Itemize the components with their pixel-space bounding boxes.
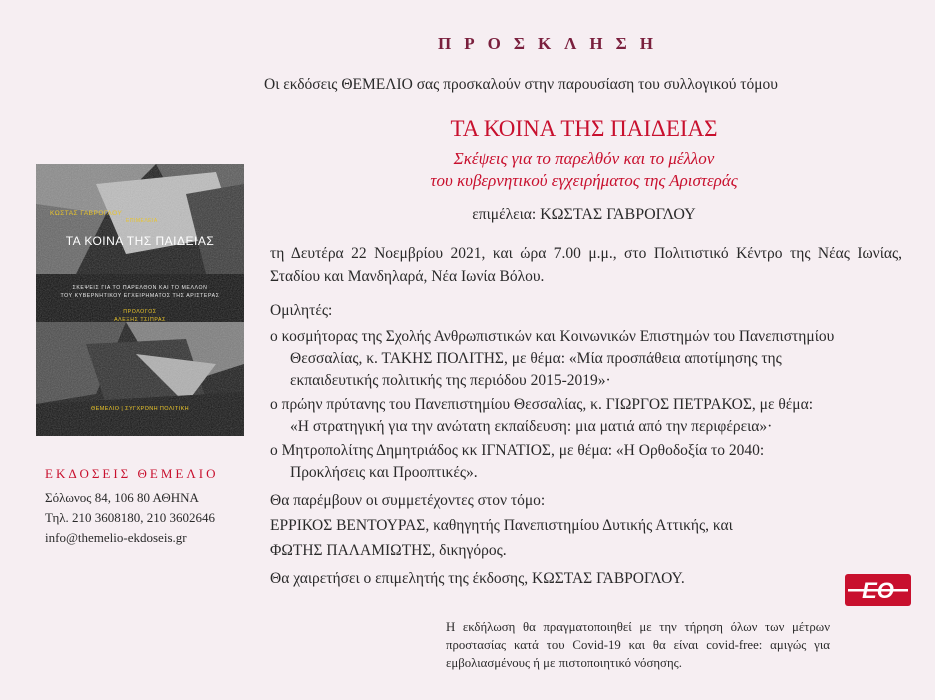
speaker-line: ο πρώην πρύτανης του Πανεπιστημίου Θεσσαλίας, κ. ΓΙΩΡΓΟΣ ΠΕΤΡΑΚΟΣ, με θέμα: bbox=[270, 396, 814, 413]
logo-text: ΕΘ bbox=[862, 578, 894, 603]
participants-label: Θα παρέμβουν οι συμμετέχοντες στον τόμο: bbox=[270, 492, 546, 509]
speaker-line: «Η στρατηγική για την ανώτατη εκπαίδευση: μια ματιά από την περιφέρεια»· bbox=[290, 418, 773, 435]
cover-title: ΤΑ ΚΟΙΝΑ ΤΗΣ ΠΑΙΔΕΙΑΣ bbox=[65, 234, 215, 248]
publisher-address: Σόλωνος 84, 106 80 ΑΘΗΝΑ bbox=[45, 490, 199, 505]
publisher-info bbox=[45, 488, 255, 548]
event-details: τη Δευτέρα 22 Νοεμβρίου 2021, και ώρα 7.00 μ.μ., στο Πολιτιστικό Κέντρο της Νέας Ιωνίας, Σταδίου και Μανδηλαρά, Νέα Ιωνία Βόλου. bbox=[270, 245, 902, 285]
participant-line: ΕΡΡΙΚΟΣ ΒΕΝΤΟΥΡΑΣ, καθηγητής Πανεπιστημίου Δυτικής Αττικής, και bbox=[270, 517, 733, 534]
speakers-label: Ομιλητές: bbox=[270, 302, 333, 319]
subtitle-line-1: Σκέψεις για το παρελθόν και το μέλλον bbox=[453, 149, 715, 168]
cover-series: ΘΕΜΕΛΙΟ | ΣΥΓΧΡΟΝΗ ΠΟΛΙΤΙΚΗ bbox=[90, 406, 190, 412]
cover-preface-label: ΠΡΟΛΟΓΟΣ bbox=[123, 309, 157, 315]
subtitle-line-2: του κυβερνητικού εγχειρήματος της Αριστεράς bbox=[430, 171, 738, 190]
cover-preface bbox=[36, 308, 244, 324]
intro-text: Οι εκδόσεις ΘΕΜΕΛΙΟ σας προσκαλούν στην παρουσίαση του συλλογικού τόμου bbox=[264, 76, 778, 93]
speaker-item bbox=[270, 394, 902, 438]
cover-artwork bbox=[36, 164, 244, 436]
publisher-email: info@themelio-ekdoseis.gr bbox=[45, 530, 187, 545]
cover-role: ΕΠΙΜΕΛΕΙΑ bbox=[126, 218, 158, 224]
speakers-section bbox=[270, 300, 902, 486]
book-cover-image bbox=[36, 164, 244, 436]
speaker-line: εκπαιδευτικής πολιτικής της περιόδου 2015-2019»· bbox=[290, 372, 611, 389]
covid-note: Η εκδήλωση θα πραγματοποιηθεί με την τήρηση όλων των μέτρων προστασίας κατά του Covid-19 και θα είναι covid-free: αμιγώς για εμβολιασμένους ή με πιστοποιητικό νόσησης. bbox=[446, 620, 830, 670]
closing-text: Θα χαιρετήσει ο επιμελητής της έκδοσης, ΚΩΣΤΑΣ ΓΑΒΡΟΓΛΟΥ. bbox=[270, 570, 685, 587]
editor-label: επιμέλεια: bbox=[472, 206, 537, 223]
editor-line bbox=[264, 206, 904, 224]
publisher-phone: Τηλ. 210 3608180, 210 3602646 bbox=[45, 510, 216, 525]
cover-author: ΚΩΣΤΑΣ ΓΑΒΡΟΓΛΟΥ bbox=[50, 210, 123, 217]
participant-line: ΦΩΤΗΣ ΠΑΛΑΜΙΩΤΗΣ, δικηγόρος. bbox=[270, 542, 507, 559]
speaker-line: Προκλήσεις και Προοπτικές». bbox=[290, 464, 478, 481]
book-title: ΤΑ ΚΟΙΝΑ ΤΗΣ ΠΑΙΔΕΙΑΣ bbox=[450, 116, 718, 141]
publisher-logo bbox=[845, 574, 911, 606]
invitation-heading: ΠΡΟΣΚΛΗΣΗ bbox=[438, 34, 666, 53]
cover-subtitle bbox=[36, 284, 244, 300]
logo-mark bbox=[845, 574, 911, 606]
speaker-item bbox=[270, 326, 902, 392]
speaker-line: ο κοσμήτορας της Σχολής Ανθρωπιστικών και Κοινωνικών Επιστημών του Πανεπιστημίου bbox=[270, 328, 835, 345]
cover-preface-name: ΑΛΕΞΗΣ ΤΣΙΠΡΑΣ bbox=[114, 317, 166, 323]
editor-name: ΚΩΣΤΑΣ ΓΑΒΡΟΓΛΟΥ bbox=[540, 206, 696, 223]
speaker-line: ο Μητροπολίτης Δημητριάδος κκ ΙΓΝΑΤΙΟΣ, με θέμα: «Η Ορθοδοξία το 2040: bbox=[270, 442, 765, 459]
publisher-name: ΕΚΔΟΣΕΙΣ ΘΕΜΕΛΙΟ bbox=[45, 466, 219, 481]
cover-subtitle-line: ΤΟΥ ΚΥΒΕΡΝΗΤΙΚΟΥ ΕΓΧΕΙΡΗΜΑΤΟΣ ΤΗΣ ΑΡΙΣΤΕΡΑΣ bbox=[60, 293, 220, 299]
book-subtitle bbox=[264, 148, 904, 192]
participants-section bbox=[270, 488, 902, 563]
cover-subtitle-line: ΣΚΕΨΕΙΣ ΓΙΑ ΤΟ ΠΑΡΕΛΘΟΝ ΚΑΙ ΤΟ ΜΕΛΛΟΝ bbox=[72, 285, 208, 291]
speaker-line: Θεσσαλίας, κ. ΤΑΚΗΣ ΠΟΛΙΤΗΣ, με θέμα: «Μία προσπάθεια αποτίμησης της bbox=[290, 350, 782, 367]
speaker-item bbox=[270, 440, 902, 484]
